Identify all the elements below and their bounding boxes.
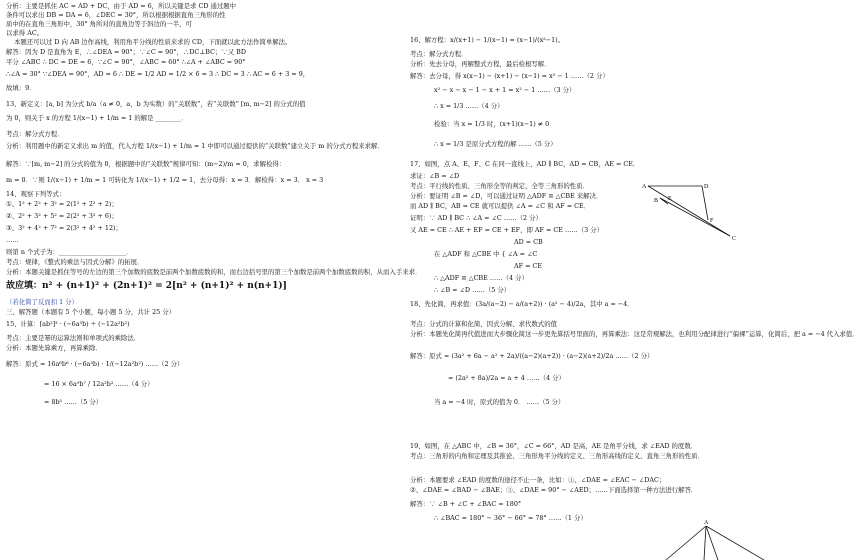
text-line: ③、3² + 4² + 7² = 2(3² + 4² + 12)； [6,224,122,232]
answer-line: 故应填：n² + (n+1)² + (2n+1)² = 2[n² + (n+1)² + n(n+1)] [6,281,287,291]
text-line: 考点：主要是幂的运算法则和单项式的乘除法． [6,334,141,342]
text-line: x² − x − x − 1 − x + 1 = x² − 1 ……（3 分） [434,86,576,94]
text-line: 检验：当 x = 1/3 时，(x+1)(x−1) ≠ 0 [434,120,550,128]
text-line: 考点：分式的计算和化简、因式分解、求代数式的值 [410,320,557,328]
label-c: C [732,236,737,242]
text-line: 解答：原式 = (3a² + 6a − a² + 2a)/((a−2)(a+2)) · (a−2)(a+2)/2a ……（2 分） [410,352,654,360]
text-line: 本题还可以过 D 向 AB 边作高线，利用角平分线的性质来求的 CD，下面就以此方法作简单解法。 [14,38,292,46]
text-line: ∴ △ADF ≌ △CBE ……（4 分） [434,274,528,282]
text-line: 分析：要证明 ∠B = ∠D，可以通过证明 △ADF ≌ △CBE 来解决． [410,192,603,200]
text-line: 考点：平行线的性质、三角形全等的判定、全等三角形的性质． [410,182,589,190]
text-line: 解答：∵[m, m−2] 的分式的值为 0，根据题中的“关联数”规律可知：(m−2)/m = 0，求解检得： [6,160,286,168]
text-line: ∴ x = 1/3 是原分式方程的解 ……（5 分） [434,140,557,148]
text-line: 分析：先去分母，再解整式方程，最后检根写解． [410,60,551,68]
text-line: ②、2² + 3² + 5² = 2(2² + 3² + 6)； [6,212,118,220]
question-19: 19、如图，在 △ABC 中，∠B = 36°，∠C = 66°，AD 是高，AE 是角平分线，求 ∠EAD 的度数． [410,442,698,450]
text-line: AF = CE [514,262,543,270]
text-line: 为 0，则关于 x 的方程 1/(x−1) + 1/m = 1 的解是 ________． [6,114,188,122]
answer-line: 故填：9． [6,84,36,92]
text-line: 分析：本题先化简再代值进而大步骤化简这一步更先算括号里面的，再算乘法：这是常规解法，也利用分配律进行“偏裸”运算，化简后，把 a = −4 代入求值． [410,330,859,338]
text-line: 分析：本题要求 ∠EAD 的度数的途径不止一条，比如：①、∠DAE = ∠EAC − ∠DAC； [410,476,666,484]
question-15: 15、计算：[ab²]³ · (−6a³b) ÷ (−12a²b²) [6,320,130,328]
label-f: F [710,218,714,224]
text-line: 又 AE = CE ∴ AE + EF = CE + EF，即 AF = CE ……（3 分） [410,226,604,234]
label-b: B [654,198,659,204]
text-line: = 8b⁵ ……（5 分） [44,398,103,406]
text-line: 解答：∵ ∠B + ∠C + ∠BAC = 180° [410,500,522,508]
text-line: 分析：主要是抓住 AC = AD + DC，由于 AD = 6，所以关键是求 CD 通过题中 [6,2,237,10]
text-line: m = 0．∵则 1/(x−1) + 1/m = 1 可转化为 1/(x−1) + 1/2 = 1，去分母得：x = 3．解检得：x = 3． x = 3 [6,176,324,184]
text-line: ∴ x = 1/3 ……（4 分） [434,102,504,110]
text-line: 求证：∠B = ∠D [410,172,460,180]
text-line: 分析：利用题中的新定义求出 m 的值，代入方程 1/(x−1) + 1/m = 1 中即可以通过提供的“关联数”建立关于 m 的分式方程来求解． [6,142,384,150]
question-13: 13、新定义：[a, b] 为分式 b/a（a ≠ 0，a，b 为实数）的“关联数”，若“关联数” [m, m−2] 的分式的值 [6,100,306,108]
text-line: 平分 ∠ABC ∴ DC = DE = 6，∵∠C = 90°，∠ABC = 60° ∴∠A + ∠ABC = 90° [6,58,246,66]
text-line: 解答：去分母，得 x(x−1) − (x+1) − (x−1) = x² − 1 ……（2 分） [410,72,609,80]
text-line: 条件可以求出 DB = DA = 6，∠DEC = 30°，所以根据根据直角三角形的性 [6,11,226,19]
text-line: 在 △ADF 和 △CBE 中 { ∠A = ∠C [434,250,538,258]
text-line: ∴ ∠B = ∠D ……（5 分） [434,286,511,294]
label-a: A [704,520,709,526]
figure-19 [660,518,770,560]
text-line: 解答：原式 = 16a⁶b⁶ · (−6a³b) · 1/(−12a²b²) ……（2 分） [6,360,184,368]
text-line: 分析：本题先算乘方，再算乘除． [6,344,102,352]
text-line: AD = CB [514,238,543,246]
text-line: 证明：∵ AD ∥ BC ∴ ∠A = ∠C ……（2 分） [410,214,542,222]
text-line: 考点：三角形的内角和定理及其推论、三角形角平分线的定义、三角形高线的定义、直角三角形的性质． [410,452,704,460]
label-d: D [704,184,709,190]
question-14: 14、观察下列等式： [6,190,66,198]
text-line: ②、∠DAE = ∠BAD − ∠BAE；③、∠DAE = 90° − ∠AED；……下面选择第一种方法进行解答． [410,486,698,494]
question-16: 16、解方程：x/(x+1) − 1/(x−1) = (x−1)/(x²−1)。 [410,36,565,44]
question-17: 17、如图，点 A、E、F、C 在同一直线上，AD ∥ BC，AD = CB，AE = CE． [410,160,640,168]
label-a: A [642,184,647,190]
text-line: 则第 n 个式子为：_____________________． [6,248,133,256]
text-line: 分析：本题关键是抓住等号的左边的第三个加数的底数是前两个加数底数的和，而右边括号里的第三个加数是前两个加数底数的积，从而入手来求． [6,268,422,276]
question-18: 18、先化简，再求值：(3a/(a−2) − a/(a+2)) · (a² − 4)/2a，其中 a = −4． [410,300,634,308]
text-line: 质中的在直角三角形中，30° 角所对的直角边等于斜边的一半，可 [6,20,192,28]
text-line: ①、1² + 2² + 3² = 2(1² + 2² + 2)； [6,200,118,208]
text-line: ∴∠A = 30° ∵∠DEA = 90°，AD = 6 ∴ DE = 1/2 AD = 1/2 × 6 = 3 ∴ DC = 3 ∴ AC = 6 + 3 = 9， [6,70,310,78]
text-line: 当 a = −4 时，原式的值为 0． ……（5 分） [434,398,565,406]
text-line: 而 AD ∥ BC，AB = CE 就可以提供 ∠A = ∠C 和 AF = CE． [410,202,591,210]
text-line: 考点：规律，《整式的乘法与因式分解》的拓展． [6,258,144,266]
figure-17 [640,180,740,242]
text-line: …… [6,236,19,244]
text-line: 解答：因为 D 是直角为 E，∴∠DEA = 90°；∵∠C = 90°，∴DC⊥BC；∵又 BD [6,48,246,56]
note-line: （若化简了反而扣 1 分） [6,298,79,306]
text-line: ∴ ∠BAC = 180° − 36° − 66° = 78° ……（1 分） [434,514,587,522]
text-line: 考点：解分式方程． [6,130,64,138]
text-line: = 16 × 6a⁹b⁷ / 12a²b² ……（4 分） [44,380,154,388]
section-heading: 三、解答题（本题有 5 个小题，每小题 5 分，共计 25 分） [6,308,176,316]
text-line: = (2a² + 8a)/2a = a + 4 ……（4 分） [448,374,565,382]
text-line: 以求得 AC。 [6,29,44,37]
text-line: 考点：解分式方程． [410,50,468,58]
label-e: E [668,196,672,202]
